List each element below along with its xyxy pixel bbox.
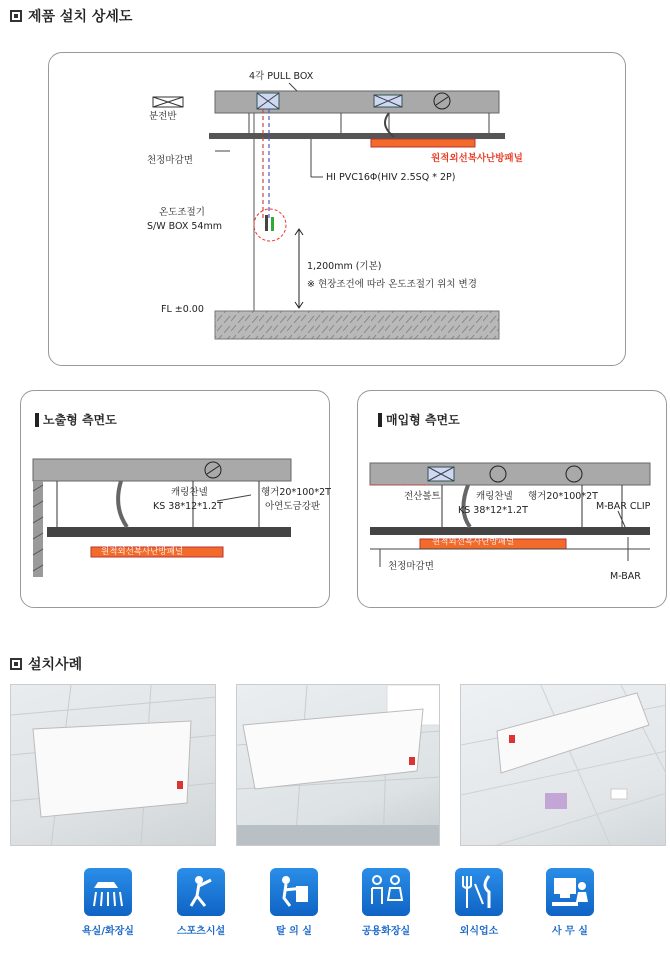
- height-note-label: ※ 현장조건에 따라 온도조절기 위치 변경: [307, 279, 477, 290]
- thermostat-label: 온도조절기: [159, 207, 205, 218]
- restroom-icon: [362, 868, 410, 916]
- usage-label-changing-room: 탈 의 실: [276, 926, 312, 937]
- square-bullet-icon: [10, 658, 22, 670]
- embedded-channel-spec-label: KS 38*12*1.2T: [458, 505, 528, 516]
- mbar-clip-label: M-BAR CLIP: [596, 501, 651, 512]
- exposed-side-title: 노출형 측면도: [43, 413, 117, 427]
- usage-label-restroom: 공용화장실: [361, 926, 411, 937]
- switch-box-label: S/W BOX 54mm: [147, 221, 222, 232]
- exposed-hanger-label: 행거20*100*2T: [261, 487, 331, 498]
- embedded-side-panel: [357, 390, 667, 608]
- floor-slab: [215, 311, 499, 339]
- square-bullet-icon: [10, 10, 22, 22]
- ceiling-rail: [209, 133, 505, 139]
- usage-label-office: 사 무 실: [552, 926, 588, 937]
- height-label: 1,200mm (기본): [307, 261, 382, 272]
- install-photo-2: [236, 684, 440, 846]
- detail-section-title: [10, 6, 132, 26]
- embedded-panel-label: 원적외선복사난방패널: [432, 537, 515, 547]
- detail-diagram-svg: [49, 53, 627, 367]
- detail-diagram-panel: [48, 52, 626, 366]
- exposed-channel-spec-label: KS 38*12*1.2T: [153, 501, 223, 512]
- thermostat-highlight: [254, 209, 286, 241]
- pvc-conduit-label: HI PVC16Φ(HIV 2.5SQ * 2P): [326, 172, 456, 183]
- exposed-hanger-material-label: 아연도금강판: [265, 501, 321, 512]
- embedded-ceiling-finish-label: 천정마감면: [388, 561, 434, 572]
- detail-title-text: 제품 설치 상세도: [28, 9, 133, 25]
- exposed-side-panel: [20, 390, 330, 608]
- dining-icon: [455, 868, 503, 916]
- usage-label-dining: 외식업소: [459, 926, 499, 937]
- golf-icon: [177, 868, 225, 916]
- mbar-label: M-BAR: [610, 571, 641, 582]
- changing-room-icon: [270, 868, 318, 916]
- embedded-carrying-channel-label: 캐링찬넬: [476, 491, 513, 502]
- ceiling-finish-label: 천정마감면: [147, 155, 193, 166]
- embedded-side-title: 매입형 측면도: [386, 413, 460, 427]
- install-photo-3: [460, 684, 666, 846]
- embedded-hanger-label: 행거20*100*2T: [528, 491, 598, 502]
- office-icon: [546, 868, 594, 916]
- floor-level-label: FL ±0.00: [161, 304, 204, 315]
- distribution-panel-label: 분전반: [149, 111, 177, 122]
- usage-label-sports: 스포츠시설: [176, 926, 226, 937]
- exposed-side-svg: [21, 391, 331, 609]
- exposed-panel-label: 원적외선복사난방패널: [101, 547, 184, 557]
- pull-box-label: 4각 PULL BOX: [249, 71, 314, 82]
- radiant-panel-label: 원적외선복사난방패널: [431, 153, 523, 164]
- usage-label-bathroom: 욕실/화장실: [82, 926, 134, 937]
- exposed-carrying-channel-label: 캐링찬넬: [171, 487, 208, 498]
- shower-icon: [84, 868, 132, 916]
- cases-title-text: 설치사례: [28, 657, 83, 673]
- radiant-panel-shape: [371, 139, 475, 147]
- cases-section-title: [10, 654, 82, 674]
- install-photo-1: [10, 684, 216, 846]
- embedded-full-bolt-label: 전산볼트: [404, 491, 441, 502]
